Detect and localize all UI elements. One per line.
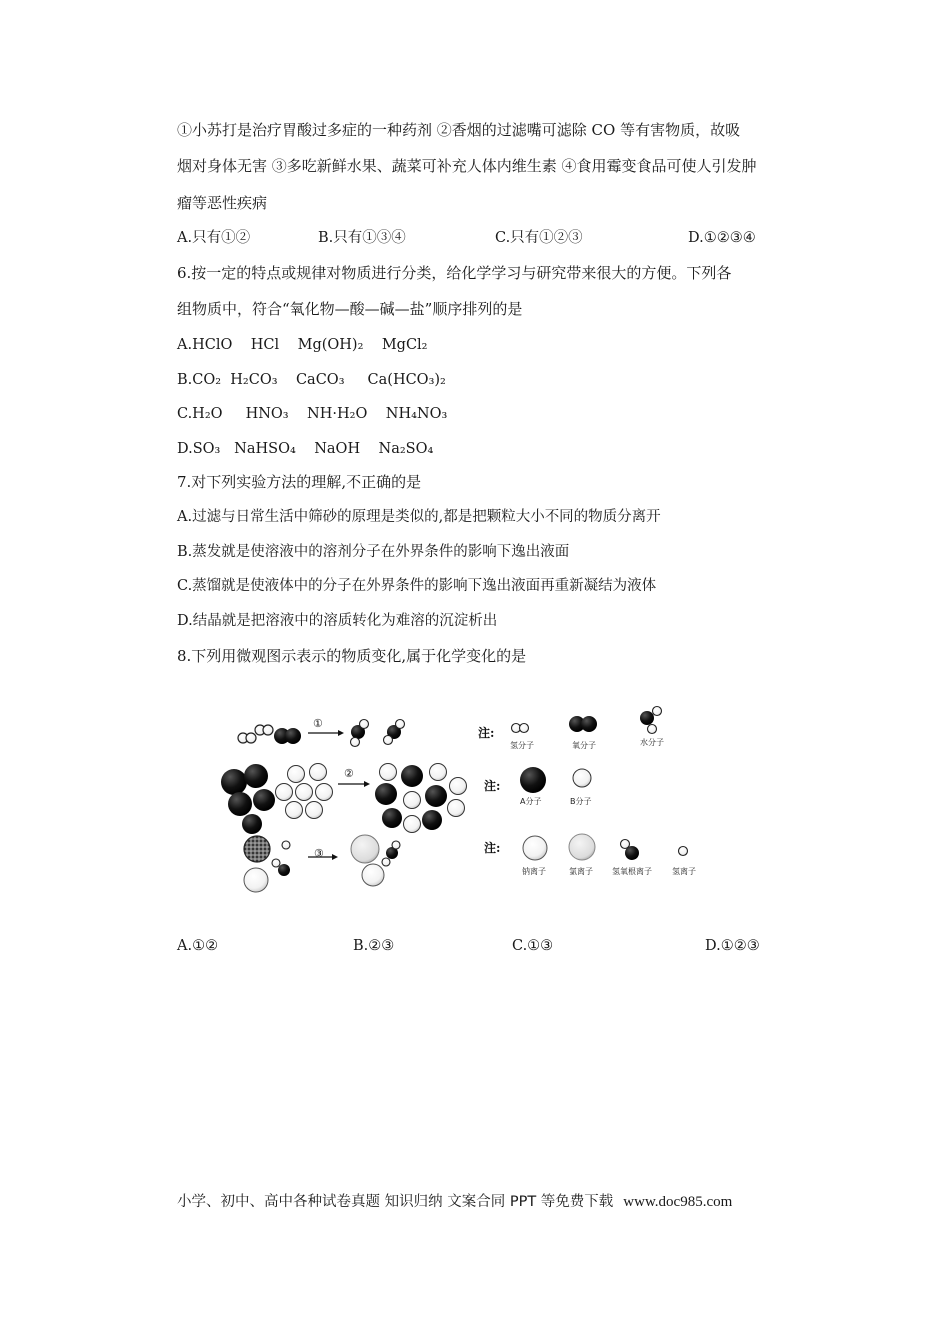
legend-label-oxygen-molecule: 氧分子 <box>572 741 596 750</box>
q5-statement-line-2: 烟对身体无害 ③多吃新鲜水果、蔬菜可补充人体内维生素 ④食用霉变食品可使人引发肿 <box>177 157 757 175</box>
q8-microscopic-diagram <box>220 700 720 900</box>
legend-label-hydrogen-ion: 氢离子 <box>672 867 696 876</box>
reaction-1 <box>238 717 405 747</box>
legend-molecules <box>478 707 664 751</box>
footer-site-link[interactable]: www.doc985.com <box>623 1194 733 1210</box>
q8-option-c: C.①③ <box>512 938 554 954</box>
q6-stem-line-1: 6.按一定的特点或规律对物质进行分类，给化学学习与研究带来很大的方便。下列各 <box>177 264 732 282</box>
legend-label-hydroxide-ion: 氢氧根离子 <box>612 867 652 876</box>
q6-option-a: A.HClO HCl Mg(OH)₂ MgCl₂ <box>177 337 428 353</box>
legend-label-a-molecule: A分子 <box>520 797 542 806</box>
legend-note-label-2: 注: <box>484 779 501 793</box>
q8-option-d: D.①②③ <box>705 938 760 954</box>
q7-stem: 7.对下列实验方法的理解,不正确的是 <box>177 473 422 491</box>
q6-option-c: C.H₂O HNO₃ NH·H₂O NH₄NO₃ <box>177 406 448 422</box>
q5-option-a: A.只有①② <box>177 230 251 246</box>
q6-option-b: B.CO₂ H₂CO₃ CaCO₃ Ca(HCO₃)₂ <box>177 372 446 388</box>
q7-option-b: B.蒸发就是使溶液中的溶剂分子在外界条件的影响下逸出液面 <box>177 544 570 560</box>
legend-label-sodium-ion: 钠离子 <box>522 867 546 876</box>
legend-label-hydrogen-molecule: 氢分子 <box>510 741 534 750</box>
step-label-2: ② <box>344 767 354 780</box>
legend-ions <box>484 834 696 876</box>
q7-option-a: A.过滤与日常生活中筛砂的原理是类似的,都是把颗粒大小不同的物质分离开 <box>177 509 661 525</box>
q8-stem: 8.下列用微观图示表示的物质变化,属于化学变化的是 <box>177 647 527 665</box>
q5-option-b: B.只有①③④ <box>318 230 406 246</box>
q6-option-d: D.SO₃ NaHSO₄ NaOH Na₂SO₄ <box>177 441 434 457</box>
reaction-3 <box>244 835 400 892</box>
q8-option-a: A.①② <box>177 938 219 954</box>
q5-option-c: C.只有①②③ <box>495 230 583 246</box>
legend-label-b-molecule: B分子 <box>570 797 592 806</box>
footer-text: 小学、初中、高中各种试卷真题 知识归纳 文案合同 PPT 等免费下载 <box>177 1194 614 1210</box>
q5-statement-line-1: ①小苏打是治疗胃酸过多症的一种药剂 ②香烟的过滤嘴可滤除 CO 等有害物质，故吸 <box>177 121 741 139</box>
page-footer <box>177 1190 732 1211</box>
legend-label-chloride-ion: 氯离子 <box>569 867 593 876</box>
step-label-3: ③ <box>314 847 324 860</box>
legend-note-label-3: 注: <box>484 841 501 855</box>
q8-option-b: B.②③ <box>353 938 395 954</box>
reaction-2 <box>221 764 467 835</box>
legend-label-water-molecule: 水分子 <box>640 738 664 747</box>
legend-ab-molecules <box>484 767 592 806</box>
step-label-1: ① <box>313 717 323 730</box>
q5-option-d: D.①②③④ <box>688 230 756 246</box>
q5-statement-line-3: 瘤等恶性疾病 <box>177 194 268 212</box>
q7-option-c: C.蒸馏就是使液体中的分子在外界条件的影响下逸出液面再重新凝结为液体 <box>177 578 657 594</box>
legend-note-label-1: 注: <box>478 726 495 740</box>
q6-stem-line-2: 组物质中，符合“氧化物—酸—碱—盐”顺序排列的是 <box>177 300 523 318</box>
q7-option-d: D.结晶就是把溶液中的溶质转化为难溶的沉淀析出 <box>177 613 498 629</box>
